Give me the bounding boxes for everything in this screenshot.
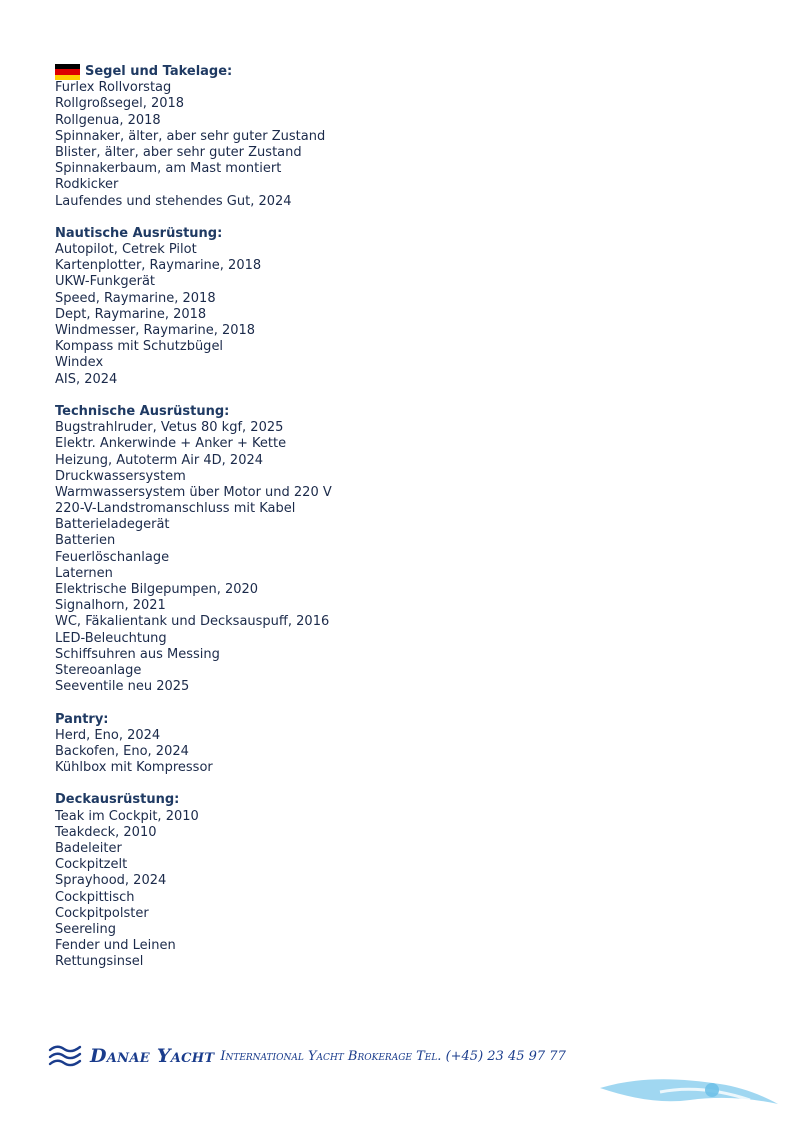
list-item: Batterieladegerät [55,517,170,533]
item-list [55,420,755,695]
list-item: Rollgenua, 2018 [55,112,161,128]
list-item: Spinnaker, älter, aber sehr guter Zustand [55,128,326,144]
section-rigging [55,64,755,210]
item-list [55,728,755,777]
list-item: Cockpitzelt [55,857,128,873]
item-list [55,80,755,210]
section-heading-row [55,404,755,420]
list-item: Batterien [55,533,116,549]
list-item: Laternen [55,565,113,581]
list-item: Dept, Raymarine, 2018 [55,306,207,322]
list-item: LED-Beleuchtung [55,630,167,646]
list-item: Sprayhood, 2024 [55,873,167,889]
list-item: Herd, Eno, 2024 [55,727,161,743]
section-title: Deckausrüstung: [55,792,180,808]
list-item: Teakdeck, 2010 [55,824,157,840]
german-flag-icon [55,64,80,80]
list-item: Badeleiter [55,841,122,856]
section-title: Segel und Takelage: [85,64,233,79]
list-item: 220-V-Landstromanschluss mit Kabel [55,501,296,517]
list-item: Warmwassersystem über Motor und 220 V [55,484,332,500]
list-item: Kühlbox mit Kompressor [55,760,213,776]
section-title: Technische Ausrüstung: [55,403,230,419]
list-item: Heizung, Autoterm Air 4D, 2024 [55,452,264,468]
section-technical [55,404,755,695]
swoosh-logo-icon [600,1074,780,1114]
section-heading-row [55,712,755,728]
list-item: Schiffsuhren aus Messing [55,646,220,662]
section-deck [55,792,755,970]
list-item: Speed, Raymarine, 2018 [55,290,216,306]
list-item: Kompass mit Schutzbügel [55,339,224,355]
list-item: Bugstrahlruder, Vetus 80 kgf, 2025 [55,420,284,436]
list-item: Druckwassersystem [55,468,186,484]
section-heading-row [55,792,755,808]
list-item: Rollgroßsegel, 2018 [55,96,185,112]
section-heading-row [55,64,755,80]
list-item: Windex [55,355,104,371]
section-title: Pantry: [55,711,109,727]
brand-name: Danae Yacht [90,1045,215,1067]
list-item: Elektr. Ankerwinde + Anker + Kette [55,436,287,452]
list-item: Stereoanlage [55,662,142,678]
list-item: Rettungsinsel [55,954,144,970]
waves-logo-icon [48,1041,84,1071]
list-item: Furlex Rollvorstag [55,80,172,96]
brand-tagline: International Yacht Brokerage Tel. (+45) 23 45 97 77 [220,1048,566,1064]
list-item: Feuerlöschanlage [55,549,170,565]
list-item: WC, Fäkalientank und Decksauspuff, 2016 [55,614,330,630]
section-heading-row [55,226,755,242]
list-item: Rodkicker [55,177,119,193]
item-list [55,242,755,388]
list-item: AIS, 2024 [55,371,118,387]
section-title: Nautische Ausrüstung: [55,225,223,241]
list-item: Seereling [55,921,117,937]
section-nautical [55,226,755,388]
list-item: Autopilot, Cetrek Pilot [55,242,197,258]
section-pantry [55,712,755,777]
list-item: Windmesser, Raymarine, 2018 [55,323,256,338]
list-item: Blister, älter, aber sehr guter Zustand [55,144,302,160]
list-item: Signalhorn, 2021 [55,598,166,614]
list-item: Seeventile neu 2025 [55,679,190,695]
item-list [55,809,755,971]
list-item: Kartenplotter, Raymarine, 2018 [55,258,262,274]
equipment-list [55,64,755,987]
list-item: Cockpitpolster [55,905,149,921]
list-item: Laufendes und stehendes Gut, 2024 [55,193,292,209]
list-item: Backofen, Eno, 2024 [55,743,189,759]
list-item: Cockpittisch [55,889,135,905]
list-item: Fender und Leinen [55,938,176,954]
footer [48,1036,768,1076]
list-item: Teak im Cockpit, 2010 [55,808,199,824]
list-item: Elektrische Bilgepumpen, 2020 [55,582,259,597]
list-item: UKW-Funkgerät [55,274,156,290]
list-item: Spinnakerbaum, am Mast montiert [55,161,282,177]
